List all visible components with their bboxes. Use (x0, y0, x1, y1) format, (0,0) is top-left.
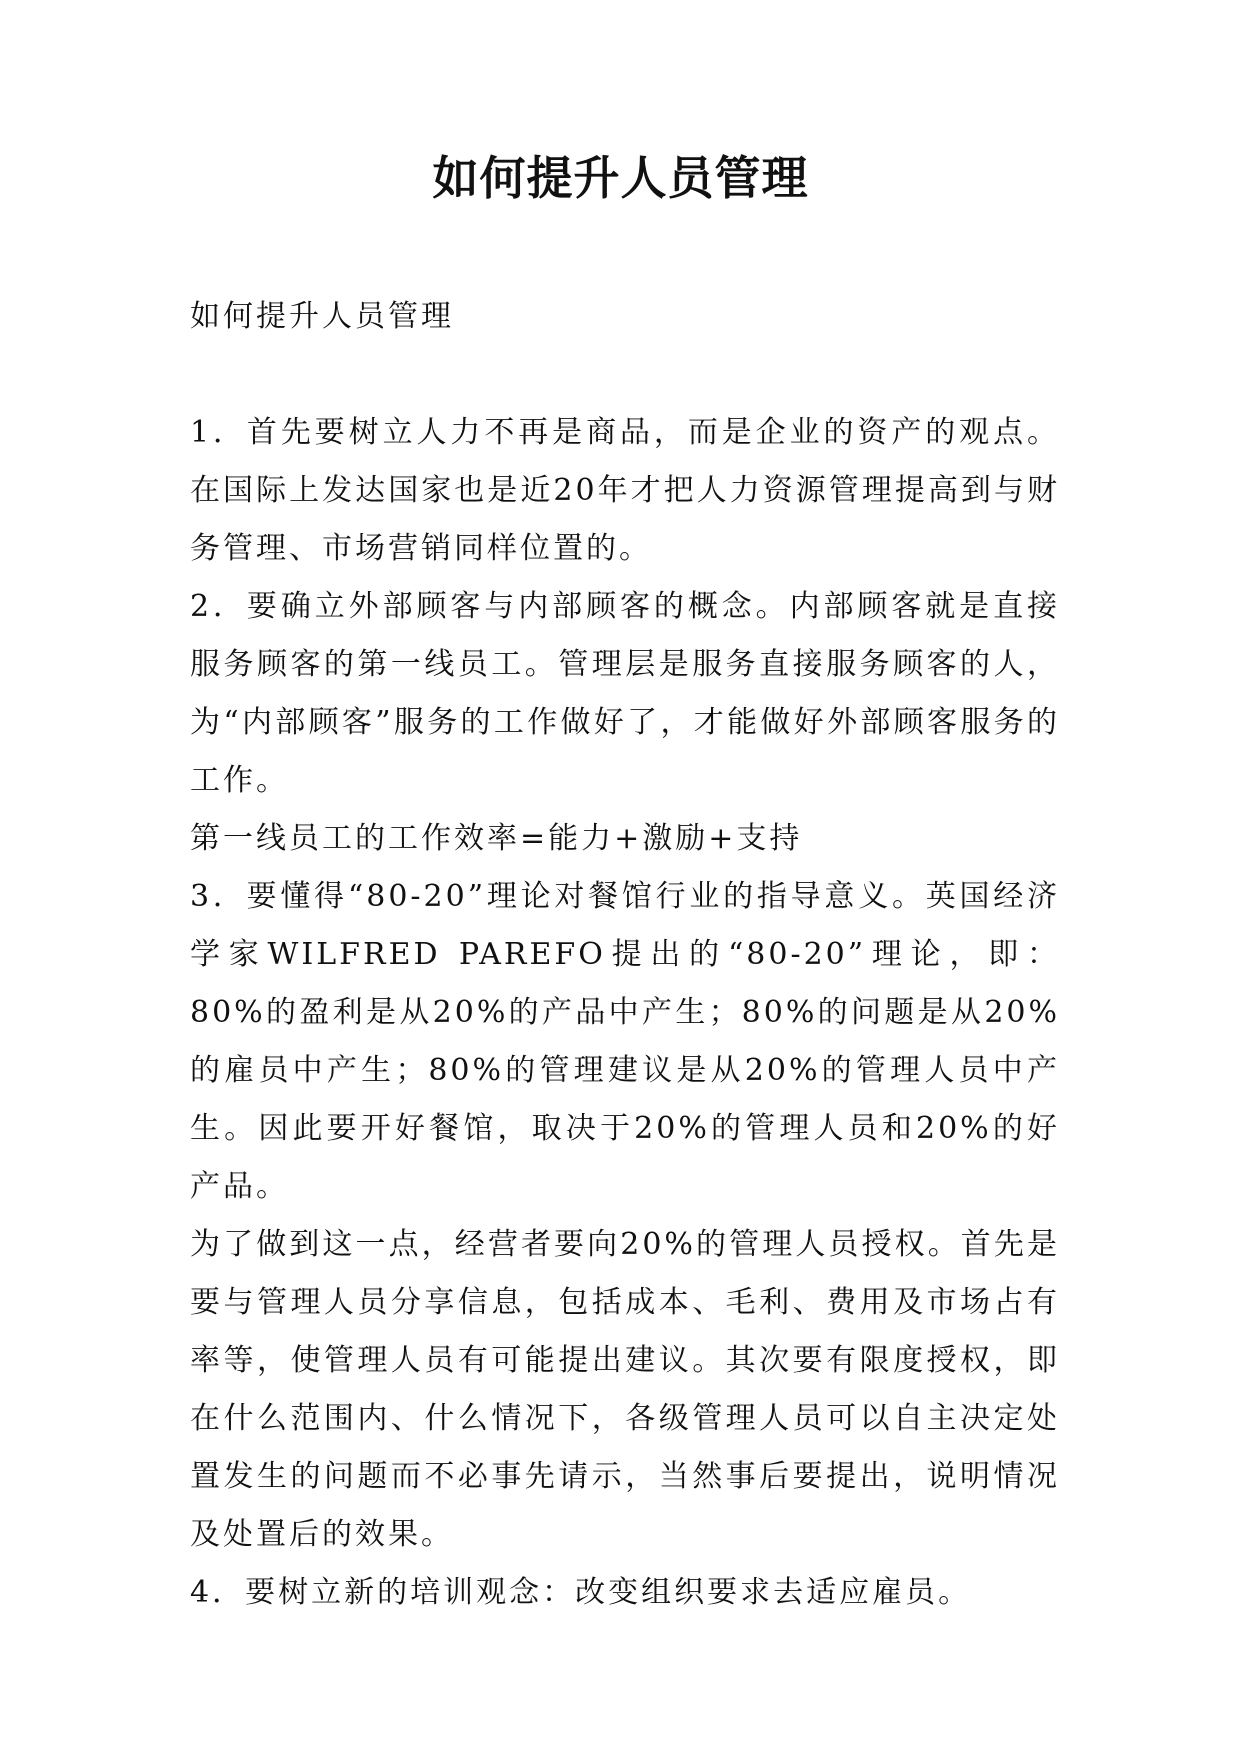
paragraph-2: 2．要确立外部顾客与内部顾客的概念。内部顾客就是直接服务顾客的第一线员工。管理层是服务直接服务顾客的人，为“内部顾客”服务的工作做好了，才能做好外部顾客服务的工作。 (190, 589, 1060, 798)
document-subtitle: 如何提升人员管理 (190, 299, 454, 334)
paragraph-1: 1．首先要树立人力不再是商品，而是企业的资产的观点。在国际上发达国家也是近20年才把人力资源管理提高到与财务管理、市场营销同样位置的。 (190, 415, 1060, 566)
paragraph-6: 4．要树立新的培训观念：改变组织要求去适应雇员。 (190, 1575, 972, 1610)
paragraph-5: 为了做到这一点，经营者要向20%的管理人员授权。首先是要与管理人员分享信息，包括成本、毛利、费用及市场占有率等，使管理人员有可能提出建议。其次要有限度授权，即在什么范围内、什么情况下，各级管理人员可以自主决定处置发生的问题而不必事先请示，当然事后要提出，说明情况及处置后的效果。 (190, 1227, 1060, 1552)
document-body (190, 288, 1060, 1622)
paragraph-4: 3．要懂得“80-20”理论对餐馆行业的指导意义。英国经济学家WILFRED PAREFO提出的“80-20”理论，即：80%的盈利是从20%的产品中产生；80%的问题是从20%的雇员中产生；80%的管理建议是从20%的管理人员中产生。因此要开好餐馆，取决于20%的管理人员和20%的好产品。 (190, 879, 1060, 1204)
paragraph-3: 第一线员工的工作效率=能力+激励+支持 (190, 821, 803, 856)
document-title: 如何提升人员管理 (432, 151, 809, 205)
